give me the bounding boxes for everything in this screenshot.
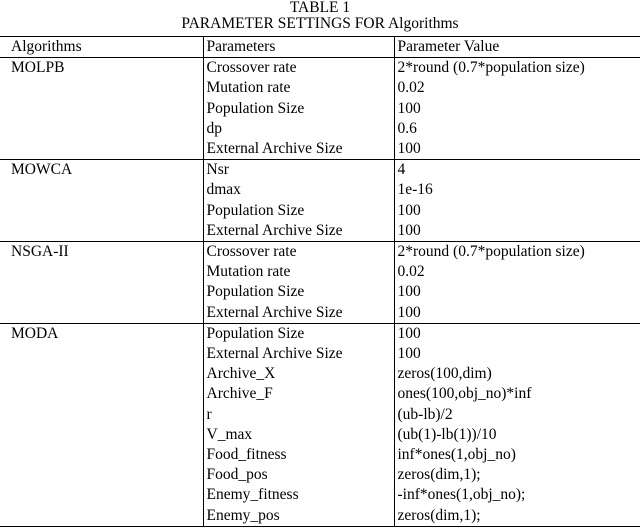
algorithm-name-cell — [0, 485, 203, 505]
header-parameter-value: Parameter Value — [394, 37, 640, 58]
parameter-value-cell: 2*round (0.7*population size) — [394, 242, 640, 263]
parameter-value-cell: 100 — [394, 303, 640, 324]
table-header-row — [0, 37, 640, 58]
parameter-value-cell: 100 — [394, 201, 640, 221]
table-row — [0, 160, 640, 181]
parameter-value-cell: inf*ones(1,obj_no) — [394, 445, 640, 465]
parameter-value-cell: (ub(1)-lb(1))/10 — [394, 425, 640, 445]
algorithm-name-cell — [0, 364, 203, 384]
table-row — [0, 323, 640, 344]
parameter-name-cell: Food_fitness — [203, 445, 394, 465]
parameter-name-cell: V_max — [203, 425, 394, 445]
parameter-name-cell: Nsr — [203, 160, 394, 181]
algorithm-name-cell — [0, 99, 203, 119]
table-row — [0, 99, 640, 119]
parameter-value-cell: 4 — [394, 160, 640, 181]
parameter-name-cell: Archive_X — [203, 364, 394, 384]
header-algorithms: Algorithms — [0, 37, 203, 58]
parameter-value-cell: 0.6 — [394, 119, 640, 139]
parameter-name-cell: Archive_F — [203, 384, 394, 404]
table-row — [0, 180, 640, 200]
parameter-value-cell: 100 — [394, 99, 640, 119]
algorithm-name-cell: NSGA-II — [0, 242, 203, 263]
table-caption — [0, 0, 640, 32]
parameter-name-cell: Population Size — [203, 323, 394, 344]
algorithm-name-cell — [0, 465, 203, 485]
parameter-name-cell: Crossover rate — [203, 58, 394, 79]
parameter-value-cell: zeros(100,dim) — [394, 364, 640, 384]
table-row — [0, 78, 640, 98]
algorithm-name-cell — [0, 180, 203, 200]
parameter-value-cell: zeros(dim,1); — [394, 465, 640, 485]
algorithm-name-cell — [0, 425, 203, 445]
parameter-table — [0, 36, 640, 527]
table-row — [0, 384, 640, 404]
parameter-value-cell: 0.02 — [394, 262, 640, 282]
parameter-value-cell: 1e-16 — [394, 180, 640, 200]
parameter-name-cell: r — [203, 405, 394, 425]
table-row — [0, 465, 640, 485]
parameter-name-cell: dp — [203, 119, 394, 139]
parameter-name-cell: dmax — [203, 180, 394, 200]
algorithm-name-cell — [0, 405, 203, 425]
algorithm-name-cell: MOLPB — [0, 58, 203, 79]
table-row — [0, 262, 640, 282]
parameter-name-cell: External Archive Size — [203, 303, 394, 324]
parameter-value-cell: (ub-lb)/2 — [394, 405, 640, 425]
parameter-name-cell: External Archive Size — [203, 139, 394, 160]
table-row — [0, 405, 640, 425]
parameter-name-cell: Food_pos — [203, 465, 394, 485]
parameter-name-cell: Enemy_fitness — [203, 485, 394, 505]
table-row — [0, 485, 640, 505]
table-row — [0, 344, 640, 364]
algorithm-name-cell — [0, 201, 203, 221]
algorithm-name-cell — [0, 221, 203, 242]
table-row — [0, 445, 640, 465]
parameter-value-cell: ones(100,obj_no)*inf — [394, 384, 640, 404]
table-row — [0, 303, 640, 324]
algorithm-name-cell — [0, 506, 203, 527]
algorithm-name-cell — [0, 139, 203, 160]
algorithm-name-cell — [0, 262, 203, 282]
parameter-name-cell: Population Size — [203, 282, 394, 302]
algorithm-name-cell: MODA — [0, 323, 203, 344]
parameter-value-cell: zeros(dim,1); — [394, 506, 640, 527]
parameter-name-cell: Crossover rate — [203, 242, 394, 263]
parameter-name-cell: Mutation rate — [203, 262, 394, 282]
parameter-name-cell: External Archive Size — [203, 344, 394, 364]
table-row — [0, 282, 640, 302]
parameter-value-cell: 2*round (0.7*population size) — [394, 58, 640, 79]
algorithm-name-cell — [0, 384, 203, 404]
parameter-value-cell: 100 — [394, 323, 640, 344]
parameter-value-cell: 100 — [394, 221, 640, 242]
parameter-name-cell: Population Size — [203, 99, 394, 119]
algorithm-name-cell: MOWCA — [0, 160, 203, 181]
table-body — [0, 58, 640, 527]
table-title: PARAMETER SETTINGS FOR Algorithms — [181, 15, 459, 32]
parameter-value-cell: 100 — [394, 344, 640, 364]
table-row — [0, 119, 640, 139]
table-row — [0, 425, 640, 445]
algorithm-name-cell — [0, 78, 203, 98]
table-row — [0, 58, 640, 79]
parameter-name-cell: Enemy_pos — [203, 506, 394, 527]
parameter-name-cell: Mutation rate — [203, 78, 394, 98]
header-parameters: Parameters — [203, 37, 394, 58]
table-row — [0, 221, 640, 242]
algorithm-name-cell — [0, 119, 203, 139]
algorithm-name-cell — [0, 344, 203, 364]
algorithm-name-cell — [0, 303, 203, 324]
parameter-name-cell: External Archive Size — [203, 221, 394, 242]
parameter-value-cell: -inf*ones(1,obj_no); — [394, 485, 640, 505]
table-number: TABLE 1 — [289, 0, 351, 16]
table-row — [0, 364, 640, 384]
parameter-name-cell: Population Size — [203, 201, 394, 221]
parameter-value-cell: 100 — [394, 282, 640, 302]
algorithm-name-cell — [0, 445, 203, 465]
table-row — [0, 201, 640, 221]
table-row — [0, 242, 640, 263]
table-row — [0, 139, 640, 160]
algorithm-name-cell — [0, 282, 203, 302]
parameter-value-cell: 0.02 — [394, 78, 640, 98]
parameter-value-cell: 100 — [394, 139, 640, 160]
table-row — [0, 506, 640, 527]
